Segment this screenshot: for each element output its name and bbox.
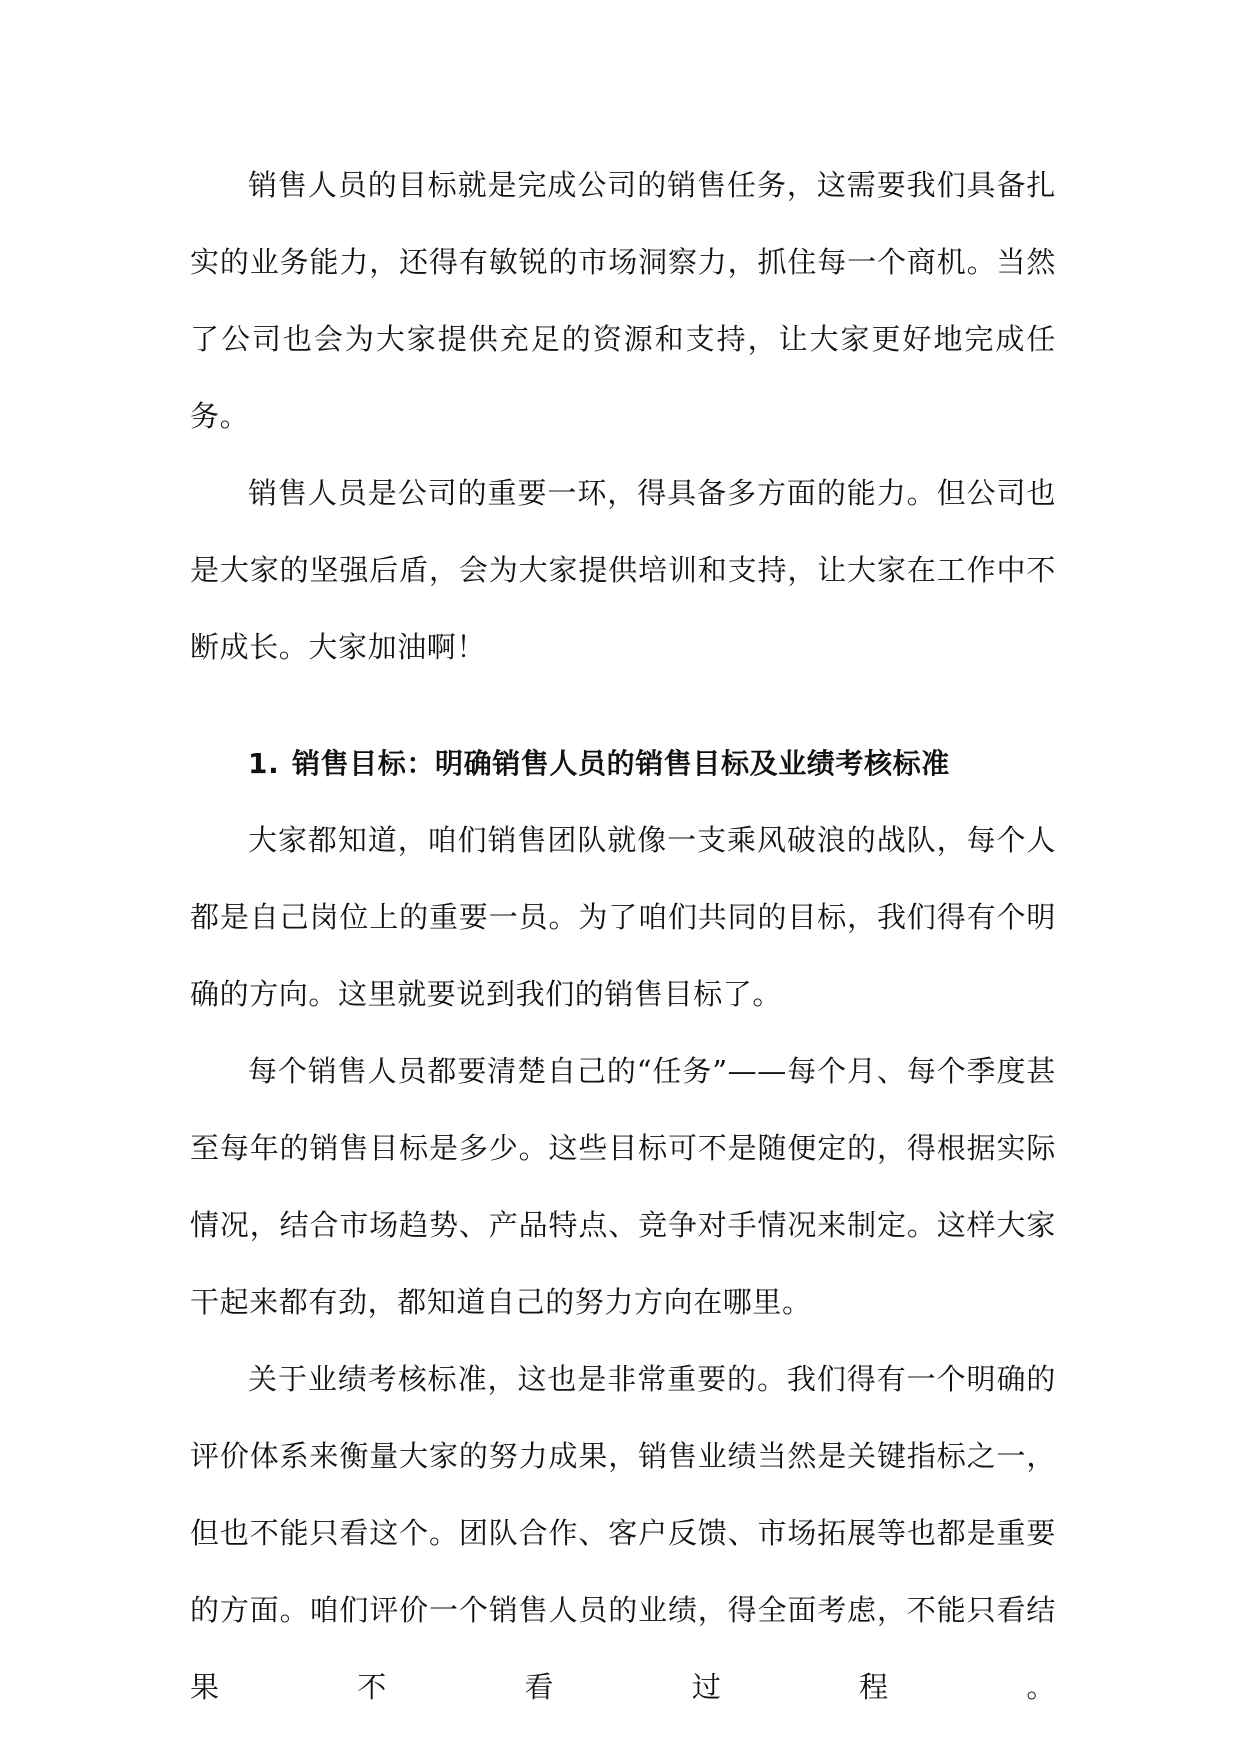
intro-paragraph-1: 销售人员的目标就是完成公司的销售任务，这需要我们具备扎实的业务能力，还得有敏锐的市场洞察力，抓住每一个商机。当然了公司也会为大家提供充足的资源和支持，让大家更好地完成任务。: [190, 168, 1056, 433]
section-title: 销售目标：明确销售人员的销售目标及业绩考核标准: [292, 747, 950, 780]
section-paragraph-1: 大家都知道，咱们销售团队就像一支乘风破浪的战队，每个人都是自己岗位上的重要一员。为了咱们共同的目标，我们得有个明确的方向。这里就要说到我们的销售目标了。: [190, 823, 1056, 1011]
section-number: 1.: [248, 747, 280, 780]
intro-paragraph-2: 销售人员是公司的重要一环，得具备多方面的能力。但公司也是大家的坚强后盾，会为大家提供培训和支持，让大家在工作中不断成长。大家加油啊！: [190, 476, 1056, 664]
document-body: [190, 147, 1056, 1726]
section-heading: [190, 686, 1056, 802]
section-paragraph-3: 关于业绩考核标准，这也是非常重要的。我们得有一个明确的评价体系来衡量大家的努力成果，销售业绩当然是关键指标之一，但也不能只看这个。团队合作、客户反馈、市场拓展等也都是重要的方面。咱们评价一个销售人员的业绩，得全面考虑，不能只看结果不看过程。: [190, 1362, 1056, 1704]
section-paragraph-2: 每个销售人员都要清楚自己的“任务”——每个月、每个季度甚至每年的销售目标是多少。这些目标可不是随便定的，得根据实际情况，结合市场趋势、产品特点、竞争对手情况来制定。这样大家干起来都有劲，都知道自己的努力方向在哪里。: [190, 1054, 1056, 1319]
